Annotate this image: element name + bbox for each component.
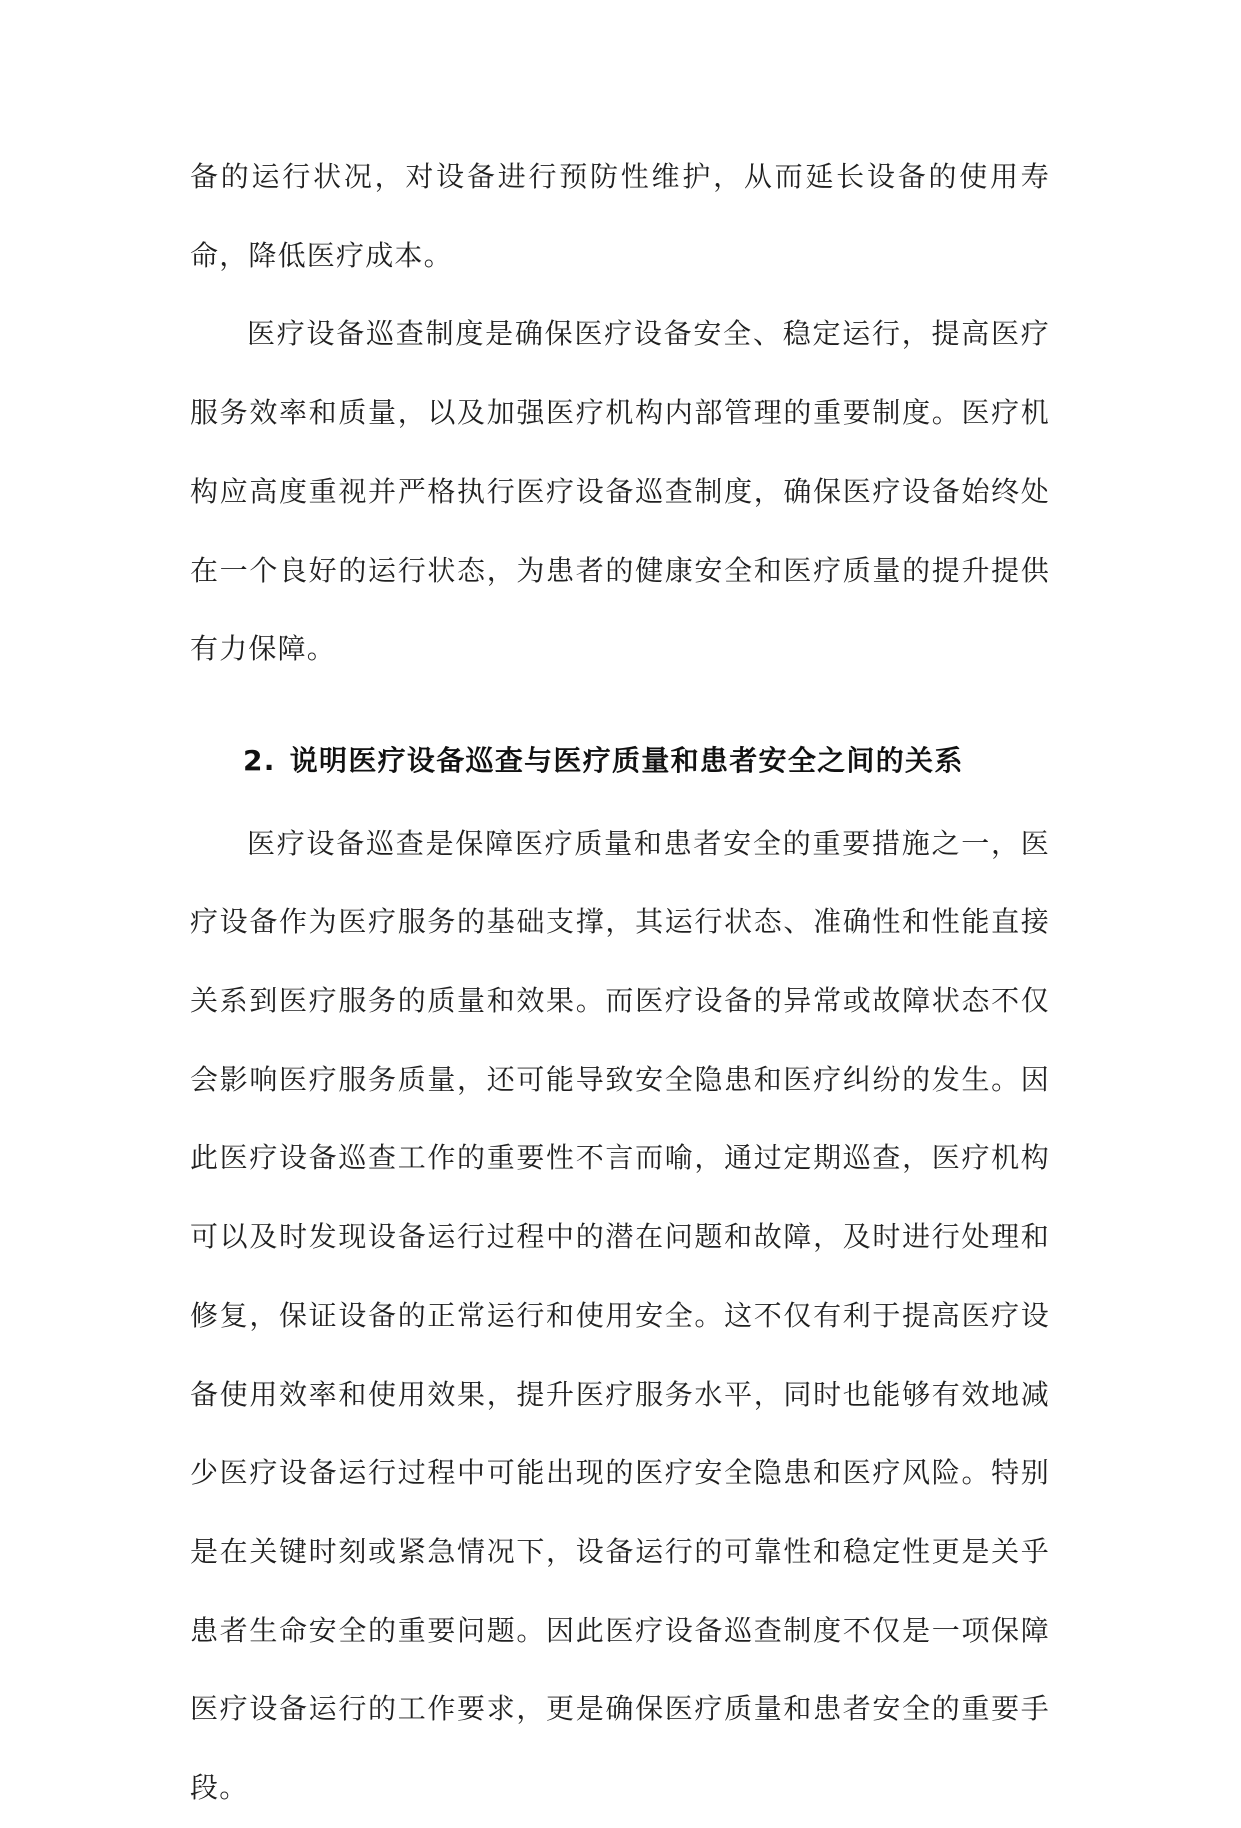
- paragraph-continuation: 备的运行状况，对设备进行预防性维护，从而延长设备的使用寿命，降低医疗成本。: [190, 160, 1050, 272]
- paragraph-inspection-system-summary: 医疗设备巡查制度是确保医疗设备安全、稳定运行，提高医疗服务效率和质量，以及加强医疗机构内部管理的重要制度。医疗机构应高度重视并严格执行医疗设备巡查制度，确保医疗设备始终处在一个良好的运行状态，为患者的健康安全和医疗质量的提升提供有力保障。: [190, 317, 1050, 666]
- section-heading: [190, 722, 1050, 801]
- document-body: [190, 138, 1050, 1828]
- section-number: 2.: [243, 743, 276, 777]
- paragraph-quality-safety-relationship: 医疗设备巡查是保障医疗质量和患者安全的重要措施之一，医疗设备作为医疗服务的基础支撑，其运行状态、准确性和性能直接关系到医疗服务的质量和效果。而医疗设备的异常或故障状态不仅会影响医疗服务质量，还可能导致安全隐患和医疗纠纷的发生。因此医疗设备巡查工作的重要性不言而喻，通过定期巡查，医疗机构可以及时发现设备运行过程中的潜在问题和故障，及时进行处理和修复，保证设备的正常运行和使用安全。这不仅有利于提高医疗设备使用效率和使用效果，提升医疗服务水平，同时也能够有效地减少医疗设备运行过程中可能出现的医疗安全隐患和医疗风险。特别是在关键时刻或紧急情况下，设备运行的可靠性和稳定性更是关乎患者生命安全的重要问题。因此医疗设备巡查制度不仅是一项保障医疗设备运行的工作要求，更是确保医疗质量和患者安全的重要手段。: [190, 826, 1050, 1805]
- section-title: 说明医疗设备巡查与医疗质量和患者安全之间的关系: [289, 743, 964, 777]
